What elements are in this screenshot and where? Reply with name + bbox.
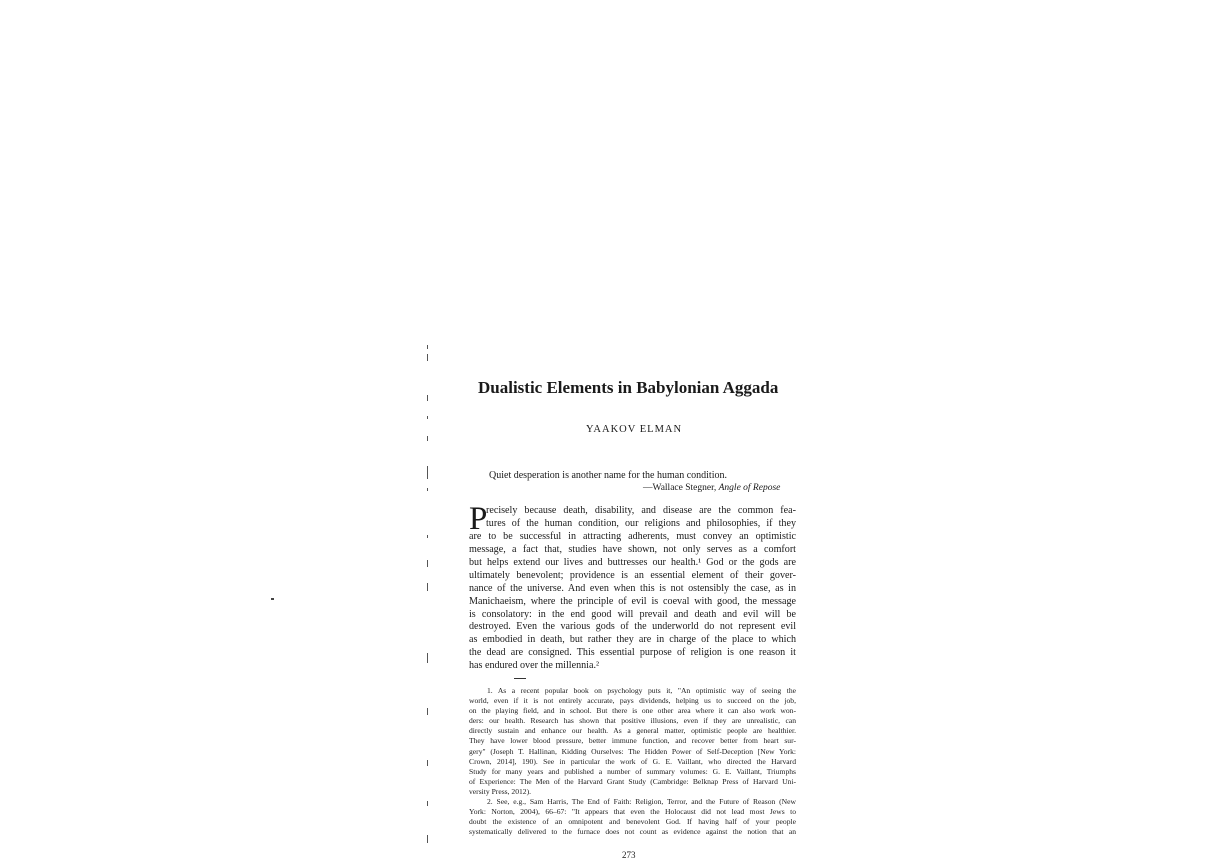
body-line: is consolatory: in the end good will prevail and death and evil will be <box>469 608 796 620</box>
footnote-line: York: Norton, 2004), 66–67: "It appears that even the Holocaust did not lead most Jews to <box>469 807 796 817</box>
scan-mark <box>427 535 428 538</box>
footnote-line: world, even if it is not entirely accurate, pays dividends, helping us to succeed on the job, <box>469 696 796 706</box>
scan-speck <box>271 598 274 600</box>
epigraph-author: —Wallace Stegner, <box>643 483 719 493</box>
body-line: recisely because death, disability, and disease are the common fea- <box>486 505 796 516</box>
scan-mark <box>427 583 428 591</box>
footnote-line: gery" (Joseph T. Hallinan, Kidding Ourselves: The Hidden Power of Self-Deception [New York: <box>469 746 796 756</box>
page-number: 273 <box>622 850 636 860</box>
scan-mark <box>427 760 428 766</box>
footnote-line: systematically delivered to the furnace does not count as evidence against the notion that an <box>469 827 796 837</box>
body-line: tures of the human condition, our religions and philosophies, if they <box>486 517 796 529</box>
footnote-line: versity Press, 2012). <box>469 786 532 796</box>
drop-cap: P <box>469 501 488 537</box>
epigraph-work: Angle of Repose <box>718 483 781 493</box>
body-line: are to be successful in attracting adherents, must convey an optimistic <box>469 530 796 542</box>
scan-mark <box>427 416 428 419</box>
body-line: destroyed. Even the various gods of the underworld do not represent evil <box>469 621 796 633</box>
body-line: the dead are consigned. This essential purpose of religion is one reason it <box>469 647 796 659</box>
scan-mark <box>427 345 428 349</box>
epigraph-attribution <box>643 483 780 493</box>
scan-mark <box>427 436 428 441</box>
footnote-line: 2. See, e.g., Sam Harris, The End of Faith: Religion, Terror, and the Future of Reason (New <box>487 797 796 807</box>
epigraph-quote: Quiet desperation is another name for the human condition. <box>489 470 727 481</box>
footnote-line: doubt the existence of an omnipotent and benevolent God. If having half of your people <box>469 817 796 827</box>
scan-mark <box>427 466 428 479</box>
scan-mark <box>427 395 428 401</box>
scan-mark <box>427 653 428 663</box>
footnote-line: on the playing field, and in school. But there is one other area where it can also work won- <box>469 706 796 716</box>
scan-mark <box>427 560 428 567</box>
body-line: nance of the universe. And even when this is not ostensibly the case, as in <box>469 582 796 594</box>
scan-mark <box>427 488 428 491</box>
footnote-line: directly sustain and enhance our health. As a general matter, optimistic people are healthier. <box>469 726 796 736</box>
scan-mark <box>427 801 428 806</box>
footnote-line: 1. As a recent popular book on psychology puts it, "An optimistic way of seeing the <box>487 686 796 695</box>
scan-mark <box>427 354 428 361</box>
footnote-line: Study for many years and published a number of summary volumes: G. E. Vaillant, Triumphs <box>469 766 796 776</box>
body-line: has endured over the millennia.² <box>469 660 599 672</box>
body-line: ultimately benevolent; providence is an essential element of their gover- <box>469 569 796 581</box>
scan-mark <box>427 708 428 715</box>
author-name: YAAKOV ELMAN <box>586 424 683 435</box>
footnote-line: They have lower blood pressure, better immune function, and recover better from heart sur- <box>469 736 796 746</box>
footnotes <box>469 686 796 837</box>
scan-mark <box>427 835 428 843</box>
footnote-rule <box>514 678 526 679</box>
footnote-line: Crown, 2014], 190). See in particular the work of G. E. Vaillant, who directed the Harvard <box>469 756 796 766</box>
footnote-line: of Experience: The Men of the Harvard Grant Study (Cambridge: Belknap Press of Harvard Uni- <box>469 776 796 786</box>
body-line: Manichaeism, where the principle of evil is coeval with good, the message <box>469 595 796 607</box>
body-line: message, a fact that, studies have shown, not only serves as a comfort <box>469 543 796 555</box>
body-paragraph <box>469 501 796 673</box>
body-line: but helps extend our lives and buttresses our health.¹ God or the gods are <box>469 556 796 568</box>
footnote-line: ders: our health. Research has shown that positive illusions, even if they are unrealistic, can <box>469 716 796 726</box>
article-title: Dualistic Elements in Babylonian Aggada <box>478 378 779 397</box>
body-line: as embodied in death, but rather they are in charge of the place to which <box>469 634 796 646</box>
